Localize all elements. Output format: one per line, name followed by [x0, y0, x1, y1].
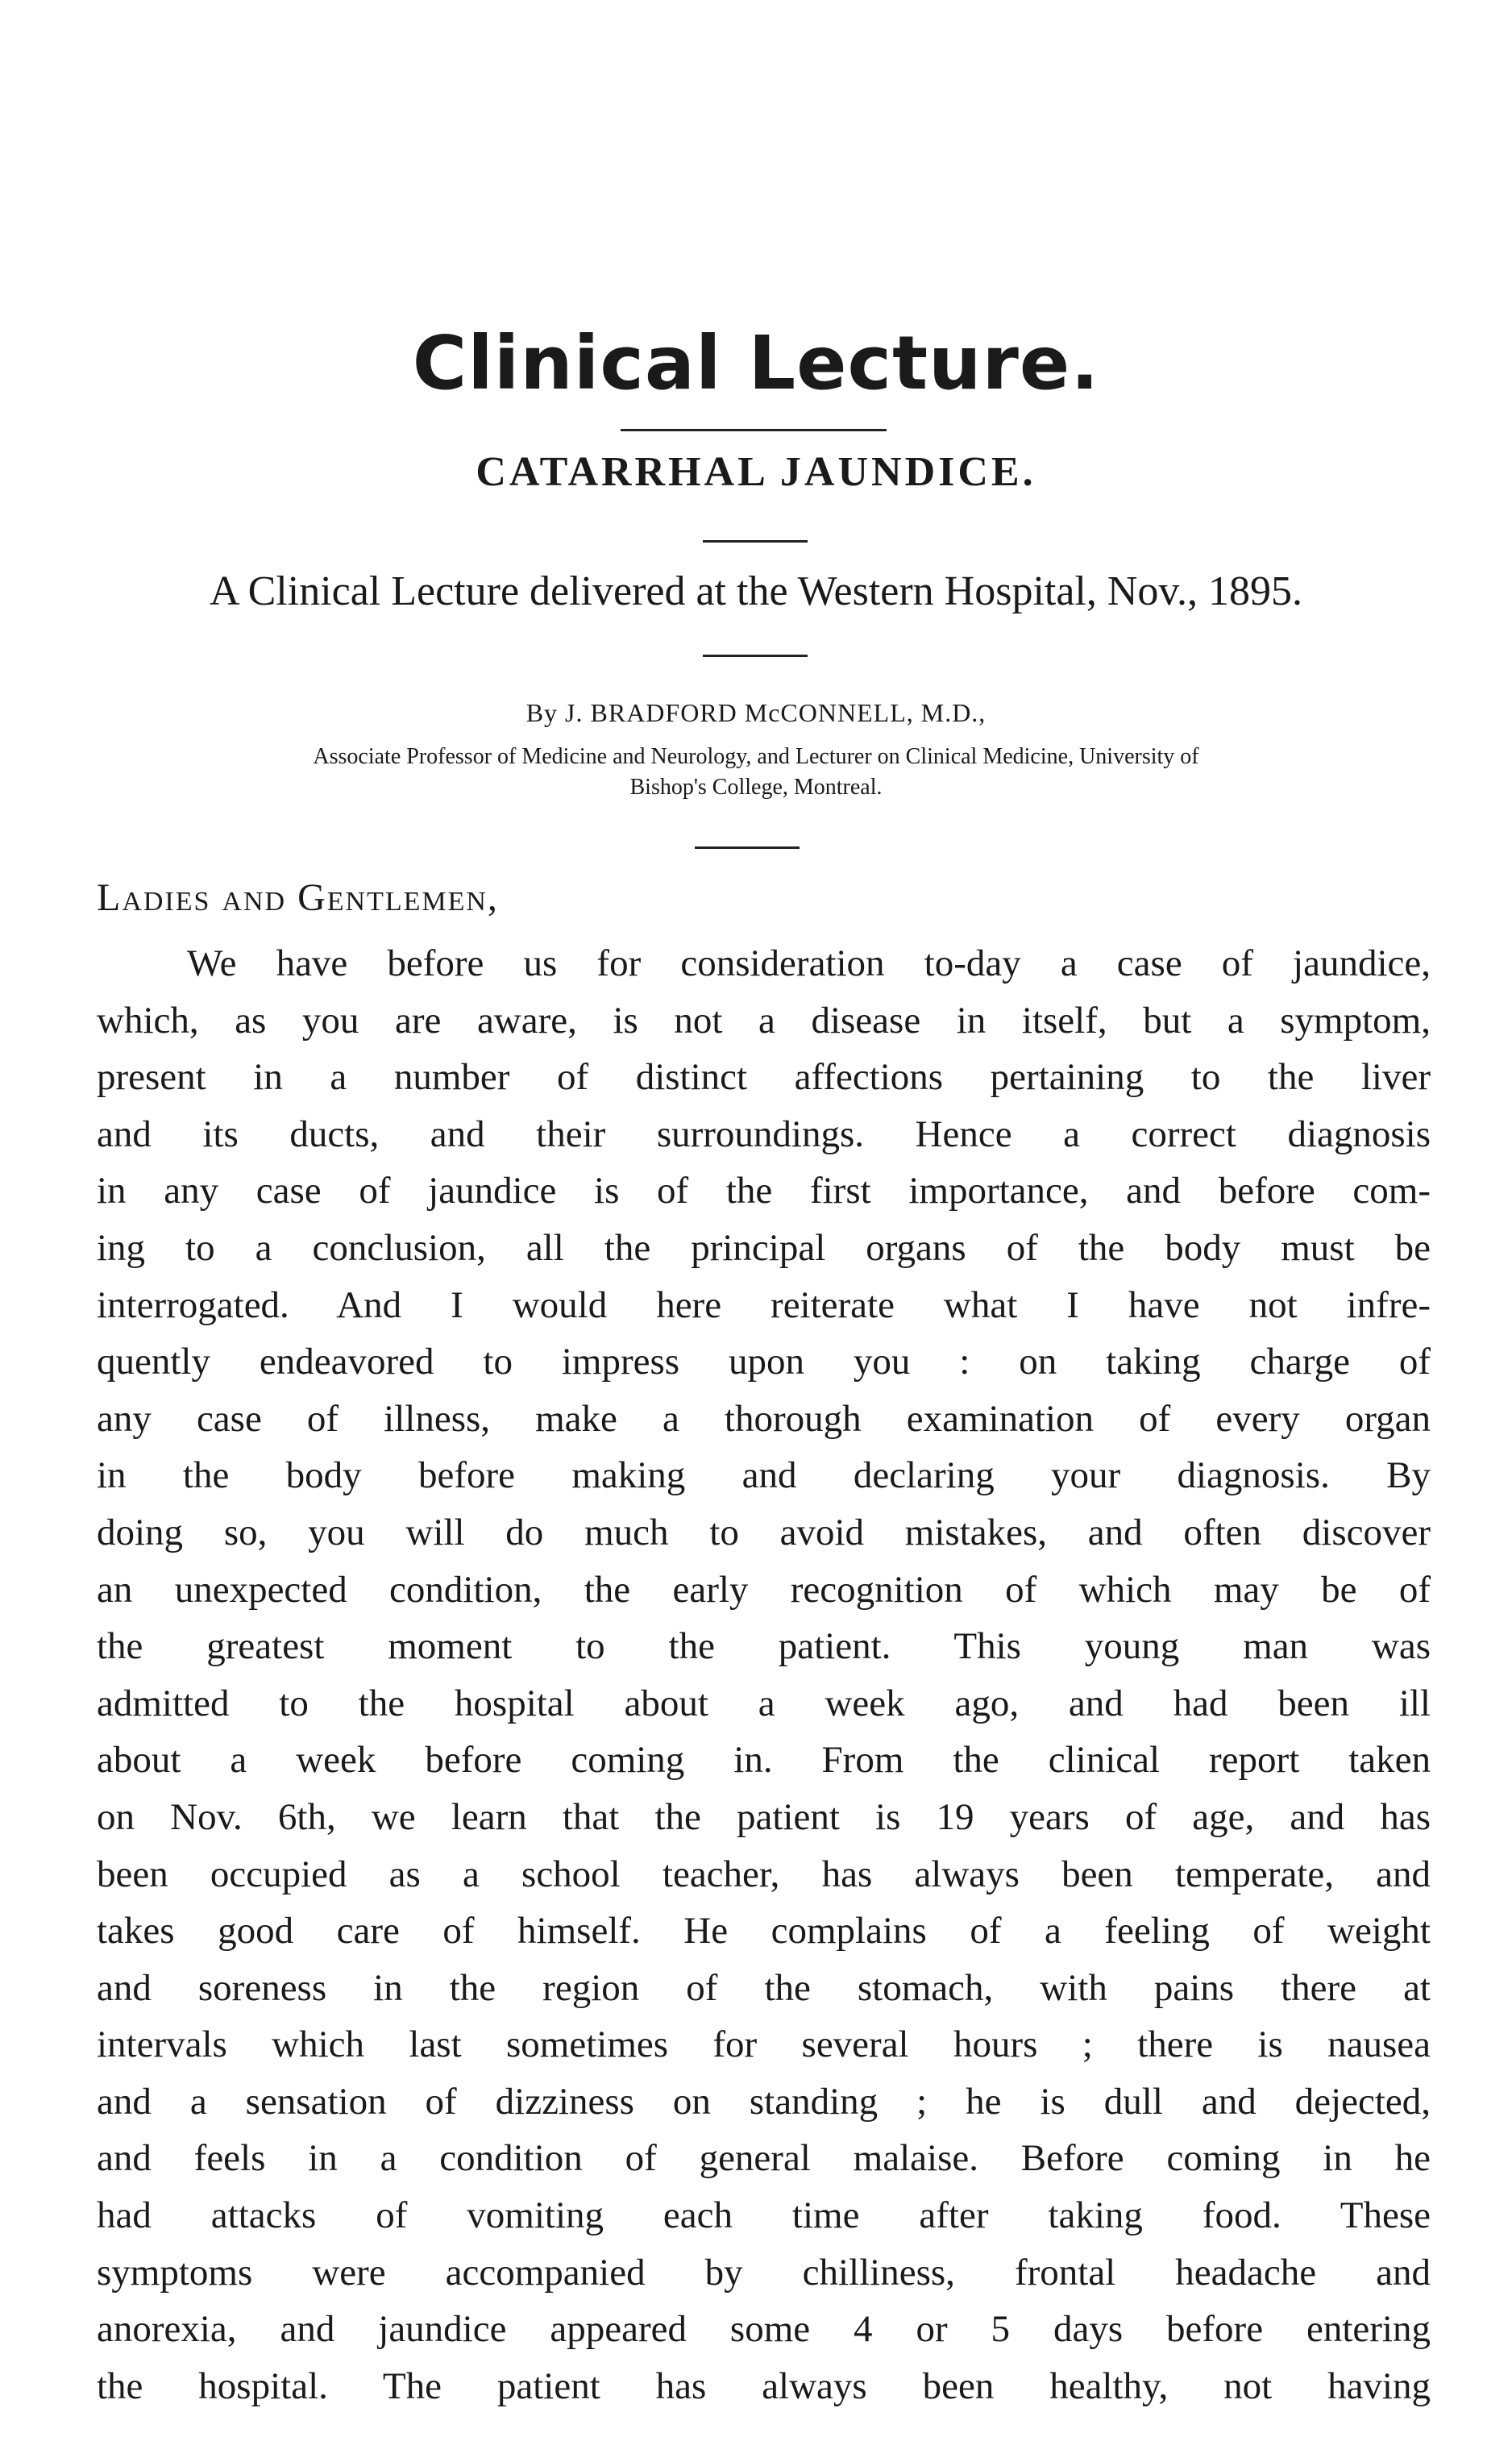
body-line: been occupied as a school teacher, has always been temperate, and — [97, 1853, 1431, 1895]
body-line: takes good care of himself. He complains of a feeling of weight — [97, 1910, 1431, 1953]
body-line: anorexia, and jaundice appeared some 4 or 5 days before entering — [97, 2308, 1431, 2351]
body-line: on Nov. 6th, we learn that the patient is 19 years of age, and has — [97, 1795, 1431, 1838]
lecture-title: Clinical Lecture. — [412, 320, 1100, 406]
body-line: in any case of jaundice is of the first importance, and before com- — [97, 1170, 1431, 1212]
body-line: and its ducts, and their surroundings. Hence a correct diagnosis — [97, 1113, 1431, 1155]
author-affiliation — [113, 742, 1399, 803]
delivery-note: A Clinical Lecture delivered at the Western Hospital, Nov., 1895. — [209, 568, 1303, 614]
body-line: symptoms were accompanied by chilliness, frontal headache and — [97, 2251, 1431, 2294]
divider-rule — [695, 846, 800, 849]
body-line: the hospital. The patient has always been healthy, not having — [97, 2364, 1431, 2407]
body-line: and a sensation of dizziness on standing ; he is dull and dejected, — [97, 2080, 1431, 2123]
body-line: quently endeavored to impress upon you : on taking charge of — [97, 1341, 1431, 1383]
body-line: the greatest moment to the patient. This young man was — [97, 1625, 1431, 1668]
body-line: doing so, you will do much to avoid mistakes, and often discover — [97, 1511, 1431, 1553]
body-line: and soreness in the region of the stomach, with pains there at — [97, 1966, 1431, 2009]
author-byline: By J. BRADFORD McCONNELL, M.D., — [525, 698, 987, 727]
divider-rule — [703, 655, 808, 657]
body-line: admitted to the hospital about a week ago, and had been ill — [97, 1682, 1431, 1724]
salutation: Ladies and Gentlemen, — [97, 876, 499, 919]
divider-rule — [703, 540, 808, 543]
affiliation-line: Associate Professor of Medicine and Neurology, and Lecturer on Clinical Medicine, University of — [313, 744, 1199, 769]
body-line: about a week before coming in. From the clinical report taken — [97, 1739, 1431, 1782]
body-line: had attacks of vomiting each time after taking food. These — [97, 2194, 1431, 2237]
body-line: in the body before making and declaring your diagnosis. By — [97, 1454, 1431, 1497]
body-line: any case of illness, make a thorough examination of every organ — [97, 1397, 1431, 1440]
body-paragraph — [97, 935, 1431, 2414]
affiliation-line: Bishop's College, Montreal. — [629, 774, 883, 800]
body-line: intervals which last sometimes for several hours ; there is nausea — [97, 2023, 1431, 2066]
body-line: an unexpected condition, the early recognition of which may be of — [97, 1568, 1431, 1611]
lecture-subtitle: CATARRHAL JAUNDICE. — [476, 449, 1036, 495]
body-line: present in a number of distinct affections pertaining to the liver — [97, 1056, 1431, 1099]
divider-rule — [621, 429, 887, 431]
body-line: ing to a conclusion, all the principal organs of the body must be — [97, 1226, 1431, 1269]
body-line: which, as you are aware, is not a disease in itself, but a symptom, — [97, 999, 1431, 1042]
body-line: We have before us for consideration to-day a case of jaundice, — [187, 942, 1431, 984]
body-line: interrogated. And I would here reiterate what I have not infre- — [97, 1283, 1431, 1326]
body-line: and feels in a condition of general malaise. Before coming in he — [97, 2137, 1431, 2180]
